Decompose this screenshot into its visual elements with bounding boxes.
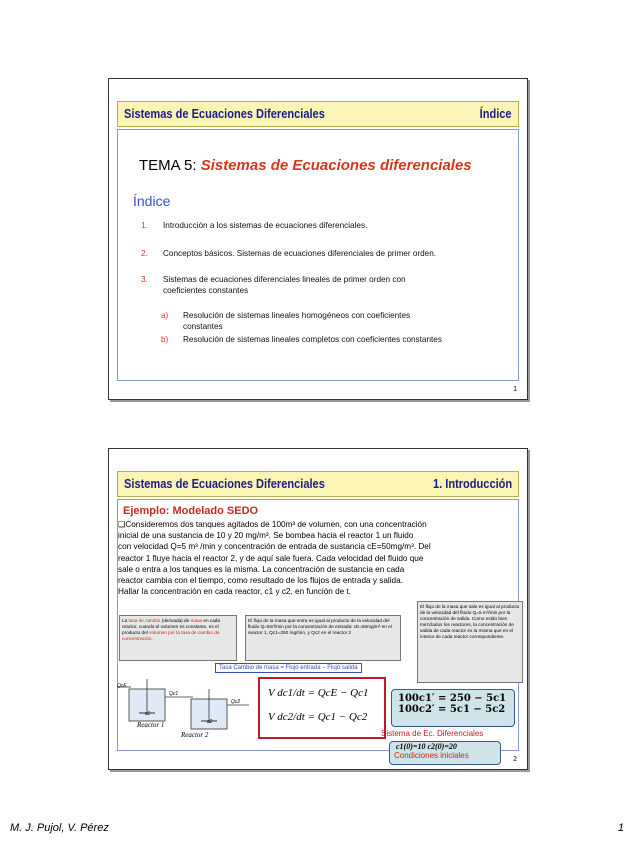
list-item — [141, 286, 248, 295]
equation-2: V dc2/dt = Qc1 − Qc2 — [268, 711, 368, 723]
reactor-1-label: Reactor 1 — [137, 721, 165, 729]
note-highlight: volumen por la tasa de cambio de concentración — [122, 630, 220, 641]
page-number: 1 — [617, 822, 624, 834]
slide-header — [117, 471, 519, 497]
note-text: La — [122, 618, 129, 623]
item-text: Conceptos básicos. Sistemas de ecuaciones diferenciales de primer orden. — [163, 249, 437, 258]
item-text: Resolución de sistemas lineales homogéneos con coeficientes — [183, 311, 411, 320]
paragraph-line: Hallar la concentración en cada reactor, c1 y c2, en función de t. — [118, 587, 352, 597]
system-eq-1: 100c1′ = 250 − 5c1 — [398, 693, 507, 704]
item-text: Sistemas de ecuaciones diferenciales lineales de primer orden con — [163, 275, 406, 284]
header-title: Sistemas de Ecuaciones Diferenciales — [124, 106, 325, 121]
header-title: Sistemas de Ecuaciones Diferenciales — [124, 476, 325, 491]
paragraph-line: inicial de una sustancia de 10 y 20 mg/m³. Se bombea hacia el reactor 1 un fluido — [118, 531, 414, 541]
note-text: en cada reactor, cuando el volumen es constante, es el producto del — [122, 618, 221, 635]
initial-conditions-label: Condiciones iniciales — [394, 751, 469, 760]
note-highlight: tasa de cambio — [128, 618, 161, 623]
label-c1: c1 — [145, 711, 151, 717]
item-number: a) — [161, 311, 169, 320]
header-section: 1. Introducción — [432, 476, 512, 491]
paragraph-line: sale o entra a los tanques es la misma. La concentración de sustancia en cada — [118, 564, 405, 574]
tema-title — [139, 157, 472, 174]
slide-page-number: 2 — [513, 756, 517, 763]
item-number: 1. — [141, 221, 148, 230]
equation-1: V dc1/dt = QcE − Qc1 — [268, 687, 369, 699]
sub-item — [161, 311, 410, 320]
item-text: coeficientes constantes — [163, 286, 249, 295]
item-text: constantes — [183, 322, 223, 331]
note-text: . — [151, 636, 153, 641]
equations-box — [258, 677, 386, 739]
tema-prefix: TEMA 5: — [139, 157, 201, 174]
problem-statement — [118, 519, 522, 597]
reactor-2-label: Reactor 2 — [181, 731, 209, 739]
label-qc2: Qc2 — [231, 699, 241, 705]
slide-2 — [108, 448, 528, 770]
paragraph-line: reactor cambia con el tiempo, como resultado de los flujos de entrada y salida. — [118, 576, 403, 586]
initial-values: c1(0)=10 c2(0)=20 — [396, 742, 457, 751]
example-title: Ejemplo: Modelado SEDO — [123, 505, 259, 517]
note-rate-of-change — [119, 615, 237, 661]
item-text: Resolución de sistemas lineales completos con coeficientes constantes — [183, 335, 442, 344]
system-box — [391, 689, 515, 727]
list-item — [141, 221, 367, 230]
initial-conditions-box — [389, 741, 501, 765]
paragraph-line: ❑Consideremos dos tanques agitados de 100m³ de volumen, con una concentración — [118, 520, 427, 529]
note-outflow: El flujo de la masa que sale es igual al producto de la velocidad del fluido Q=5 m³/min por la concentración de salida. Como están bien mezclados los reactores, la concentración de salida de cada reactor es la misma que en el interior de cada reactor correspondiente. — [417, 601, 523, 683]
mass-balance-label: Tasa Cambio de masa = Flujo entrada – Flujo salida — [215, 663, 362, 673]
tema-name: Sistemas de Ecuaciones diferenciales — [200, 157, 472, 174]
header-section: Índice — [480, 106, 512, 121]
label-qc1: Qc1 — [169, 691, 179, 697]
item-number: 2. — [141, 249, 148, 258]
item-number: b) — [161, 335, 169, 344]
reactor-diagram — [117, 675, 257, 739]
paragraph-line: reactor 1 fluye hacia el reactor 2, y de aquí sale fuera. Cada velocidad del fluido que — [118, 553, 424, 563]
paragraph-line: con velocidad Q=5 m³ /min y concentración de entrada de sustancia cE=50mg/m³. Del — [118, 542, 431, 552]
item-number: 3. — [141, 275, 148, 284]
list-item — [141, 249, 436, 258]
item-text: Introducción a los sistemas de ecuaciones diferenciales. — [163, 221, 368, 230]
slide-1 — [108, 78, 528, 400]
system-eq-2: 100c2′ = 5c1 − 5c2 — [398, 704, 506, 715]
note-text: (derivada) de — [160, 618, 191, 623]
sub-item — [161, 322, 223, 331]
slide-header — [117, 101, 519, 127]
slide-page-number: 1 — [513, 386, 517, 393]
note-highlight: masa — [190, 618, 203, 623]
indice-heading: Índice — [133, 193, 171, 209]
label-qce: QcE — [117, 683, 127, 689]
label-c2: c2 — [207, 719, 213, 725]
list-item — [141, 275, 406, 284]
authors: M. J. Pujol, V. Pérez — [10, 822, 109, 834]
note-inflow: El flujo de la masa que entra es igual al producto de la velocidad del fluido Q=5m³/min por la concentración de entrada: cE=50mg/m³ en el reactor 1, Qc1=250 mg/min, y Qc2 en el reactor 2 — [245, 615, 401, 661]
sub-item — [161, 335, 442, 344]
system-label: Sistema de Ec. Diferenciales — [381, 729, 484, 738]
